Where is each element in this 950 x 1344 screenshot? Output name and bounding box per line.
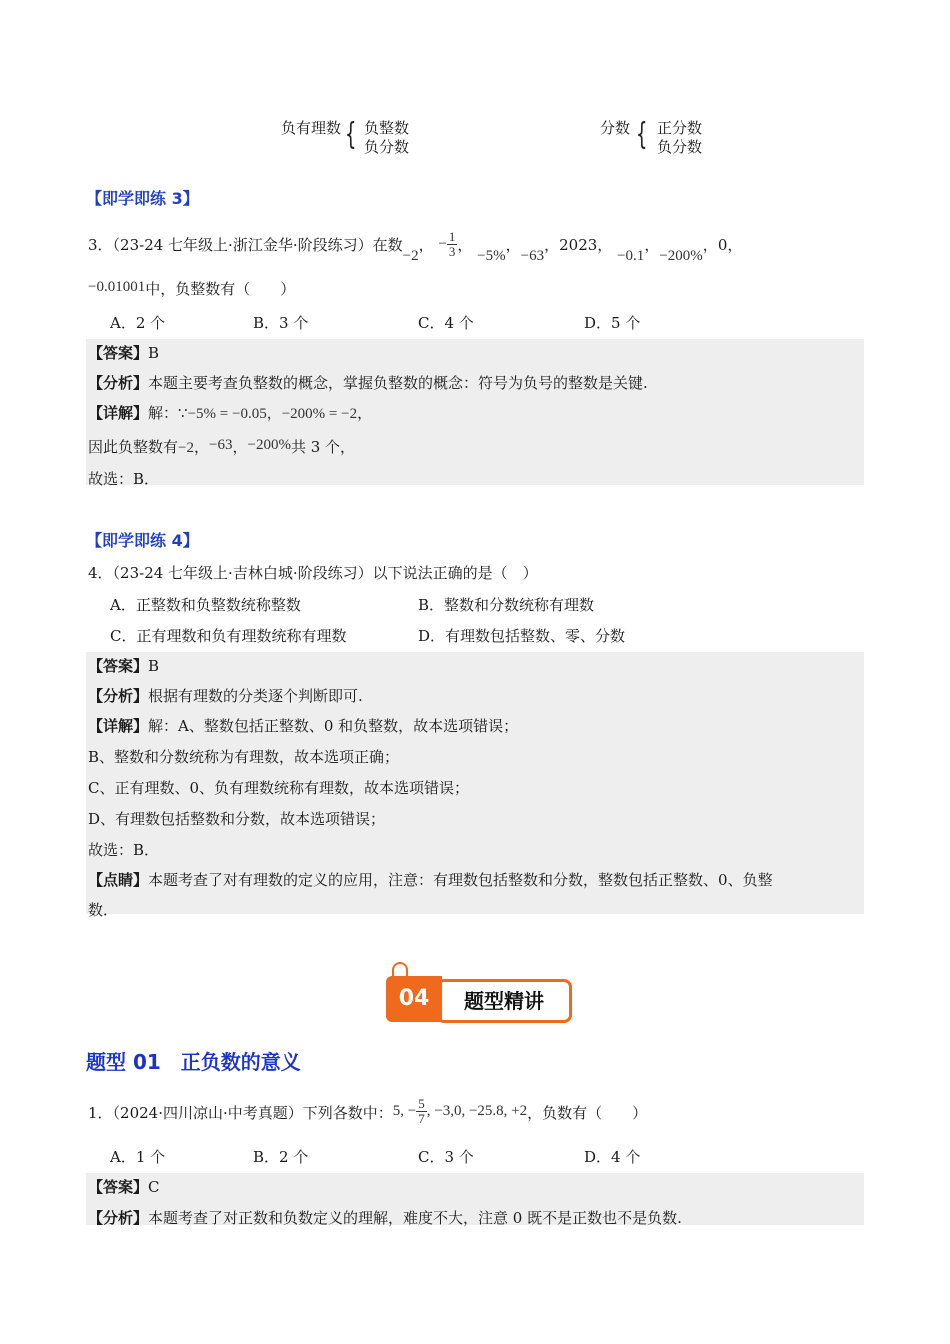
sep: ， xyxy=(457,235,473,254)
ex3-m5: 2023 xyxy=(559,235,598,254)
brace-icon: { xyxy=(345,117,357,152)
ex3-m8: 0 xyxy=(717,235,728,254)
ex3-option-a: A．2 个 xyxy=(110,314,166,332)
ex3-question-line2 xyxy=(88,278,295,299)
label-neg-frac-2: 负分数 xyxy=(657,138,703,156)
ex3-qsource: （23-24 七年级上·浙江金华·阶段练习）在数 xyxy=(112,235,403,254)
ex3-heading: 【即学即练 3】 xyxy=(86,189,199,208)
ex3-detail-1 xyxy=(88,402,372,423)
label-fraction: 分数 xyxy=(600,119,631,137)
ex4-question: 4．（23-24 七年级上·吉林白城·阶段练习）以下说法正确的是（ ） xyxy=(88,564,538,582)
value: 解：A、整数包括正整数、0 和负整数，故本选项错误； xyxy=(148,717,519,735)
value: 本题主要考查负整数的概念，掌握负整数的概念：符号为负号的整数是关键. xyxy=(148,374,648,392)
tag: 【详解】 xyxy=(88,717,149,735)
ex3-option-c: C．4 个 xyxy=(418,314,474,332)
ex4-option-a: A．正整数和负整数统称整数 xyxy=(110,596,301,614)
type01-title: 题型 01 正负数的意义 xyxy=(86,1050,301,1074)
sep: ， xyxy=(727,235,743,254)
sep: ， xyxy=(644,235,660,254)
ex3-detail-2 xyxy=(88,436,355,457)
sep: ， xyxy=(232,438,248,456)
ex3-qtail: 中，负整数有（ ） xyxy=(145,280,296,298)
tag: 【答案】 xyxy=(88,344,149,362)
math: −63 xyxy=(209,437,233,453)
type01-answer xyxy=(88,1176,160,1197)
label-neg-int: 负整数 xyxy=(364,119,410,137)
ex4-detail-1 xyxy=(88,715,518,736)
tag: 【分析】 xyxy=(88,1209,149,1227)
value: C xyxy=(148,1178,160,1196)
tag: 【分析】 xyxy=(88,687,149,705)
type01-option-a: A．1 个 xyxy=(110,1148,166,1166)
ex3-m4: −63 xyxy=(520,247,545,264)
ex3-m9: −0.01001 xyxy=(88,279,146,295)
math xyxy=(392,1096,528,1126)
numerator: 1 xyxy=(448,229,456,244)
badge-number: 04 xyxy=(386,976,442,1022)
ex3-question-line1 xyxy=(88,229,743,264)
math: −200% xyxy=(247,437,291,453)
sep: ， xyxy=(357,404,373,422)
ex4-option-c: C．正有理数和负有理数统称有理数 xyxy=(110,627,347,645)
value: 因此负整数有 xyxy=(88,438,179,456)
ex4-detail-3: C、正有理数、0、负有理数统称有理数，故本选项错误； xyxy=(88,779,470,797)
fraction xyxy=(416,1097,427,1126)
type01-option-b: B．2 个 xyxy=(253,1148,309,1166)
ex4-heading: 【即学即练 4】 xyxy=(86,531,199,550)
label-neg-frac: 负分数 xyxy=(364,138,410,156)
math-part: 5, − xyxy=(392,1102,417,1119)
ex3-m3: −5% xyxy=(477,247,506,264)
type01-option-c: C．3 个 xyxy=(418,1148,474,1166)
ex4-detail-5: 故选：B． xyxy=(88,841,160,859)
value: 本题考查了对正数和负数定义的理解，难度不大，注意 0 既不是正数也不是负数. xyxy=(148,1209,682,1227)
ex3-detail-3: 故选：B． xyxy=(88,470,160,488)
math: ∵−5% = −0.05，−200% = −2 xyxy=(178,406,358,422)
ex4-option-b: B．整数和分数统称有理数 xyxy=(418,596,595,614)
tag: 【分析】 xyxy=(88,374,149,392)
label-pos-frac: 正分数 xyxy=(657,119,703,137)
sep: ， xyxy=(193,438,209,456)
ex3-option-d: D．5 个 xyxy=(584,314,641,332)
denominator: 3 xyxy=(448,244,456,259)
denominator: 7 xyxy=(418,1111,425,1126)
tag: 【答案】 xyxy=(88,657,149,675)
value: B xyxy=(148,657,160,675)
ex4-detail-4: D、有理数包括整数和分数，故本选项错误； xyxy=(88,810,386,828)
sep: ， xyxy=(505,235,521,254)
ex4-note-1 xyxy=(88,869,773,890)
tag: 【详解】 xyxy=(88,404,149,422)
sep: ， xyxy=(544,235,560,254)
value: 根据有理数的分类逐个判断即可. xyxy=(148,687,363,705)
tag: 【答案】 xyxy=(88,1178,149,1196)
ex3-m7: −200% xyxy=(659,247,703,264)
value: ，负数有（ ） xyxy=(527,1103,648,1122)
math-part: , −3,0, −25.8, +2 xyxy=(426,1102,528,1119)
sep: ， xyxy=(418,235,434,254)
minus-sign: − xyxy=(438,235,447,252)
ex3-qnum: 3． xyxy=(88,235,113,254)
brace-icon: { xyxy=(636,117,648,152)
type01-analysis xyxy=(88,1207,682,1228)
section-badge xyxy=(386,976,568,1022)
value: 共 3 个， xyxy=(290,438,356,456)
value: 本题考查了对有理数的定义的应用，注意：有理数包括整数和分数，整数包括正整数、0、负整 xyxy=(148,871,773,889)
badge-label: 题型精讲 xyxy=(436,979,572,1023)
value: 解： xyxy=(148,404,179,422)
type01-question xyxy=(88,1096,648,1129)
ex3-m6: −0.1 xyxy=(617,247,645,264)
value: 1．（2024·四川凉山·中考真题）下列各数中： xyxy=(88,1103,393,1122)
ex3-m1: −2 xyxy=(402,247,419,264)
numerator: 5 xyxy=(418,1096,425,1111)
type01-option-d: D．4 个 xyxy=(584,1148,641,1166)
sep: ， xyxy=(702,235,718,254)
tag: 【点睛】 xyxy=(88,871,149,889)
math: −2 xyxy=(178,440,194,456)
ex3-analysis xyxy=(88,372,648,393)
ex4-note-2: 数． xyxy=(88,901,119,919)
value: B xyxy=(148,344,160,362)
ex4-answer xyxy=(88,655,159,676)
ex4-analysis xyxy=(88,685,363,706)
sep: ， xyxy=(597,235,613,254)
ex4-option-d: D．有理数包括整数、零、分数 xyxy=(418,627,626,645)
ex3-answer xyxy=(88,342,159,363)
fraction xyxy=(447,230,458,259)
label-neg-rational: 负有理数 xyxy=(281,119,342,137)
ex3-option-b: B．3 个 xyxy=(253,314,309,332)
ex4-detail-2: B、整数和分数统称为有理数，故本选项正确； xyxy=(88,748,400,766)
ex3-m2 xyxy=(438,229,457,259)
